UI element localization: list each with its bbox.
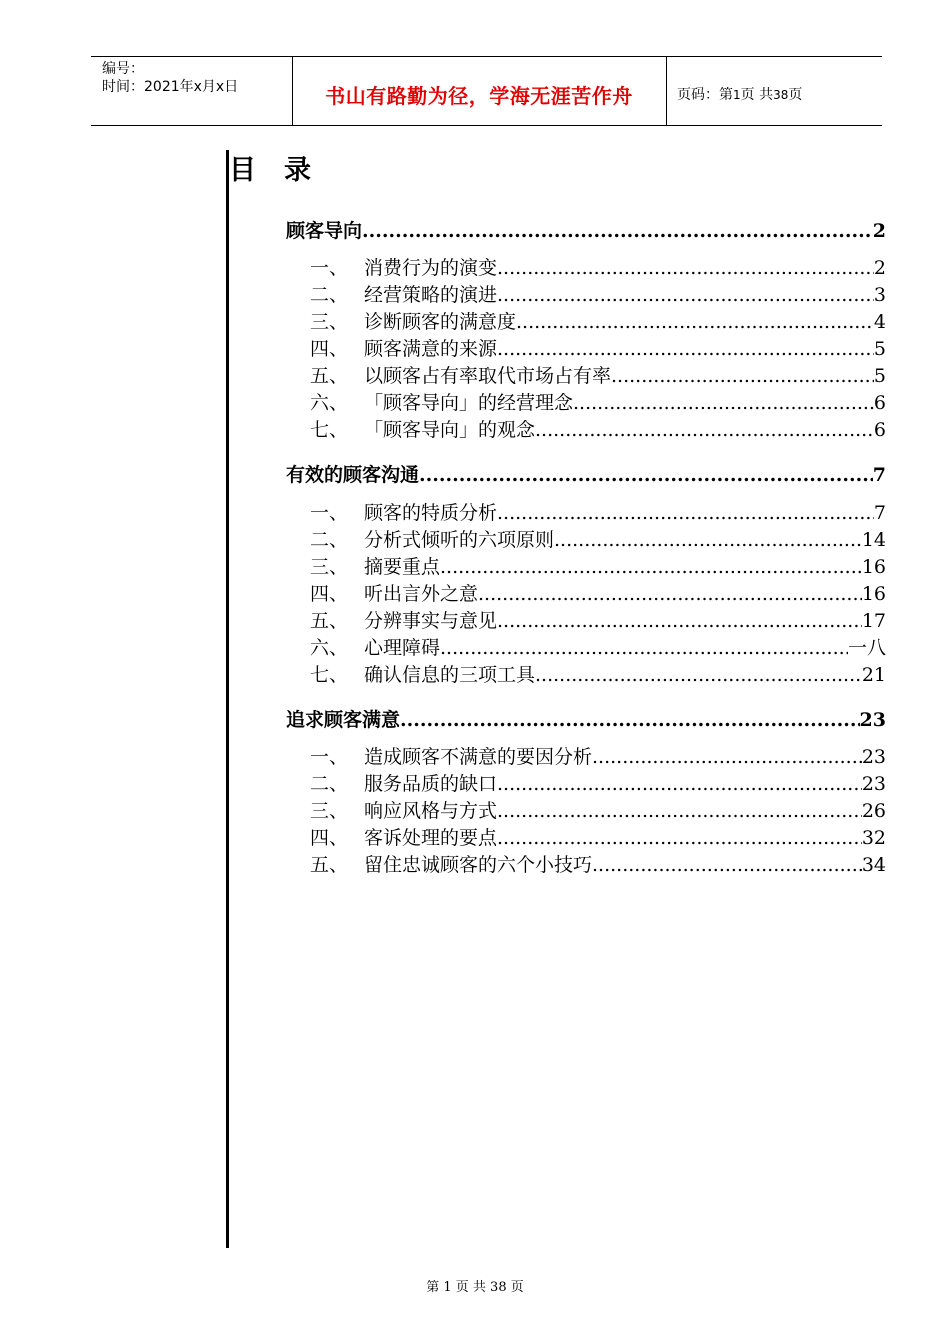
toc-leader [497, 502, 874, 524]
toc-entry-title: 留住忠诚顾客的六个小技巧 [364, 854, 593, 876]
toc-page-number: 5 [873, 365, 886, 387]
toc-entry-number: 二、 [310, 529, 349, 551]
toc-entry-number: 四、 [310, 827, 349, 849]
toc-leader [497, 800, 862, 822]
toc-leader [592, 854, 862, 876]
doc-time-label: 时间：2021年x月x日 [102, 79, 239, 95]
toc-entry-number: 三、 [310, 311, 349, 333]
header-meta [102, 60, 238, 96]
toc-entry-title: 分辨事实与意见 [364, 610, 498, 632]
page-number: 1 [733, 88, 741, 102]
toc-page-number: 32 [861, 827, 886, 849]
toc-entry-title: 消费行为的演变 [364, 257, 498, 279]
toc-entry[interactable] [310, 660, 886, 686]
toc-entry[interactable] [310, 334, 886, 360]
toc-page-number: 4 [873, 311, 886, 333]
toc-page-number: 16 [861, 583, 886, 605]
toc-entry[interactable] [310, 552, 886, 578]
toc-section[interactable] [286, 705, 886, 731]
toc-entry-title: 造成顾客不满意的要因分析 [364, 746, 593, 768]
toc-entry-title: 听出言外之意 [364, 583, 479, 605]
toc-entry-number: 七、 [310, 419, 349, 441]
toc-page-number: 26 [861, 800, 886, 822]
toc-entry-title: 顾客满意的来源 [364, 338, 498, 360]
toc-entry-title: 客诉处理的要点 [364, 827, 498, 849]
toc-entry-title: 心理障碍 [364, 637, 441, 659]
toc-entry-number: 三、 [310, 800, 349, 822]
toc-page-number: 14 [861, 529, 886, 551]
toc-title-char: 目 [229, 155, 256, 186]
toc-entry-number: 四、 [310, 338, 349, 360]
toc-entry-title: 摘要重点 [364, 556, 441, 578]
toc-title [229, 148, 311, 187]
toc-page-number: 23 [861, 773, 886, 795]
toc-entry[interactable] [310, 525, 886, 551]
toc-entry-title: 顾客的特质分析 [364, 502, 498, 524]
toc-leader [497, 773, 862, 795]
toc-entry[interactable] [310, 579, 886, 605]
toc-page-number: 16 [861, 556, 886, 578]
toc-entry-number: 三、 [310, 556, 349, 578]
toc-leader [440, 556, 862, 578]
toc-section-title: 顾客导向 [286, 220, 363, 242]
toc-entry-number: 一、 [310, 257, 349, 279]
toc-leader [497, 284, 874, 306]
toc-leader [535, 419, 874, 441]
toc-entry[interactable] [310, 606, 886, 632]
toc-page-number: 7 [873, 502, 886, 524]
toc-page-number: 5 [873, 338, 886, 360]
toc-entry[interactable] [310, 498, 886, 524]
toc-page-number: 一八 [847, 637, 886, 659]
toc-entry-number: 五、 [310, 365, 349, 387]
toc-entry-title: 经营策略的演进 [364, 284, 498, 306]
toc-entry-title: 响应风格与方式 [364, 800, 498, 822]
toc-entry-number: 五、 [310, 610, 349, 632]
toc-entry[interactable] [310, 850, 886, 876]
toc-entry[interactable] [310, 307, 886, 333]
toc-entry-title: 服务品质的缺口 [364, 773, 498, 795]
toc-page-number: 2 [873, 257, 886, 279]
toc-entry-number: 二、 [310, 284, 349, 306]
page-total: 38 [773, 88, 789, 102]
toc-entry[interactable] [310, 388, 886, 414]
toc-leader [497, 257, 874, 279]
toc-leader [478, 583, 862, 605]
header-motto: 书山有路勤为径，学海无涯苦作舟 [325, 84, 633, 108]
toc-leader [592, 746, 862, 768]
toc-entry-number: 五、 [310, 854, 349, 876]
header-page-info [677, 84, 802, 104]
toc-leader [554, 529, 862, 551]
toc-page-number: 17 [861, 610, 886, 632]
page-footer: 第 1 页 共 38 页 [426, 1280, 524, 1295]
toc-page-number: 34 [861, 854, 886, 876]
header-bottom-rule [91, 125, 882, 126]
toc-section-title: 追求顾客满意 [286, 709, 401, 731]
toc-entry[interactable] [310, 742, 886, 768]
toc-left-rule [226, 150, 229, 1248]
toc-page-number: 23 [859, 709, 886, 731]
toc-section-title: 有效的顾客沟通 [286, 464, 420, 486]
toc-leader [419, 464, 873, 486]
toc-page-number: 2 [872, 220, 886, 242]
toc-entry-title: 「顾客导向」的经营理念 [364, 392, 574, 414]
toc-leader [535, 664, 862, 686]
toc-leader [362, 220, 873, 242]
toc-entry-number: 七、 [310, 664, 349, 686]
toc-entry[interactable] [310, 361, 886, 387]
toc-entry[interactable] [310, 280, 886, 306]
toc-leader [516, 311, 874, 333]
toc-entry[interactable] [310, 796, 886, 822]
header-divider [666, 56, 667, 126]
page-mid: 页 共 [740, 87, 774, 103]
toc-leader [497, 338, 874, 360]
toc-entry[interactable] [310, 253, 886, 279]
toc-entry-number: 一、 [310, 502, 349, 524]
toc-leader [440, 637, 848, 659]
toc-leader [497, 610, 862, 632]
toc-leader [400, 709, 860, 731]
header-top-rule [91, 56, 882, 57]
toc-entry[interactable] [310, 823, 886, 849]
toc-leader [497, 827, 862, 849]
toc-entry-title: 「顾客导向」的观念 [364, 419, 536, 441]
toc-entry[interactable] [310, 415, 886, 441]
toc-leader [573, 392, 874, 414]
toc-page-number: 6 [873, 419, 886, 441]
toc-entry[interactable] [310, 633, 886, 659]
toc-page-number: 7 [872, 464, 886, 486]
toc-title-char: 录 [284, 155, 311, 186]
doc-number-label: 编号： [102, 61, 144, 77]
toc-entry-title: 以顾客占有率取代市场占有率 [364, 365, 612, 387]
toc-entry[interactable] [310, 769, 886, 795]
toc-section[interactable] [286, 216, 886, 242]
toc-entry-number: 一、 [310, 746, 349, 768]
toc-section[interactable] [286, 460, 886, 486]
toc-page-number: 23 [861, 746, 886, 768]
toc-leader [611, 365, 874, 387]
toc-entry-title: 分析式倾听的六项原则 [364, 529, 555, 551]
page-label: 页码：第 [677, 87, 733, 103]
page-end: 页 [788, 87, 803, 103]
toc-page-number: 21 [861, 664, 886, 686]
toc-entry-number: 四、 [310, 583, 349, 605]
toc-page-number: 3 [873, 284, 886, 306]
toc-entry-number: 二、 [310, 773, 349, 795]
toc-entry-number: 六、 [310, 392, 349, 414]
toc-page-number: 6 [873, 392, 886, 414]
toc-entry-title: 确认信息的三项工具 [364, 664, 536, 686]
toc-entry-title: 诊断顾客的满意度 [364, 311, 517, 333]
toc-entry-number: 六、 [310, 637, 349, 659]
